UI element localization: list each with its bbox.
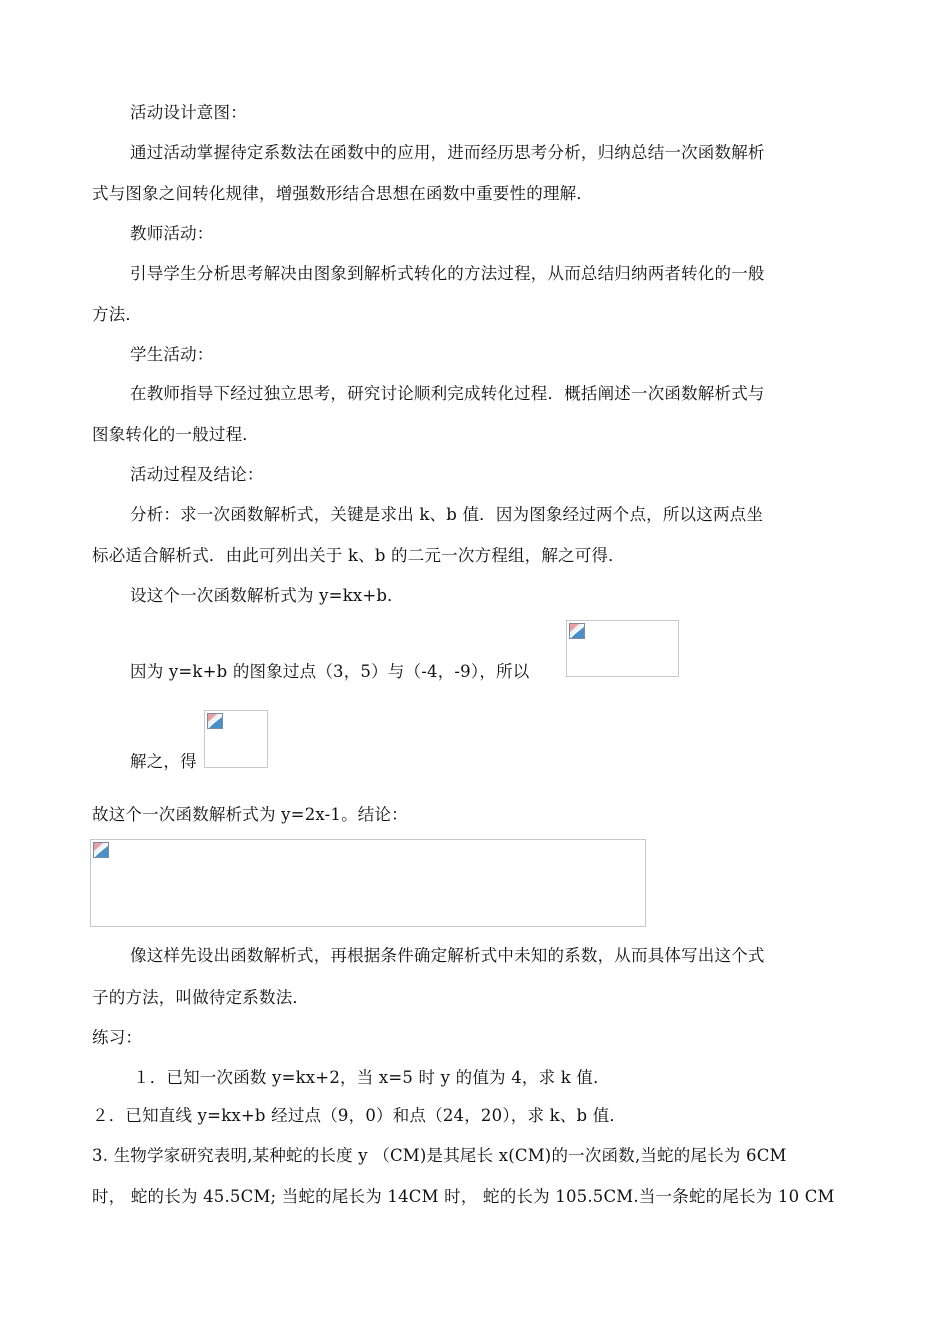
equation-system-image	[566, 620, 679, 677]
heading-design-intent: 活动设计意图：	[130, 103, 247, 122]
broken-image-icon	[207, 713, 223, 729]
paragraph-line: 方法．	[92, 305, 143, 324]
exercise-item-3-cont: 时， 蛇的长为 45.5CM; 当蛇的尾长为 14CM 时， 蛇的长为 105.5CM.当一条蛇的尾长为 10 CM	[92, 1187, 835, 1206]
paragraph-line: 像这样先设出函数解析式，再根据条件确定解析式中未知的系数，从而具体写出这个式	[130, 946, 765, 965]
exercise-item-1: １．已知一次函数 y=kx+2，当 x=5 时 y 的值为 4，求 k 值．	[133, 1068, 610, 1087]
heading-exercises: 练习：	[92, 1028, 143, 1047]
paragraph-line: 引导学生分析思考解决由图象到解析式转化的方法过程，从而总结归纳两者转化的一般	[130, 264, 765, 283]
conclusion-image	[90, 839, 646, 927]
heading-student-activity: 学生活动：	[130, 345, 214, 364]
exercise-item-2: ２．已知直线 y=kx+b 经过点（9，0）和点（24，20），求 k、b 值．	[92, 1106, 627, 1125]
broken-image-icon	[93, 842, 109, 858]
paragraph-line: 在教师指导下经过独立思考，研究讨论顺利完成转化过程．概括阐述一次函数解析式与	[130, 384, 765, 403]
paragraph-line: 标必适合解析式．由此可列出关于 k、b 的二元一次方程组，解之可得．	[92, 546, 625, 565]
paragraph-line: 子的方法，叫做待定系数法．	[92, 988, 310, 1007]
paragraph-line: 式与图象之间转化规律，增强数形结合思想在函数中重要性的理解．	[92, 184, 593, 203]
paragraph-line: 通过活动掌握待定系数法在函数中的应用，进而经历思考分析，归纳总结一次函数解析	[130, 143, 765, 162]
heading-process-conclusion: 活动过程及结论：	[130, 465, 264, 484]
paragraph-line: 解之，得	[130, 752, 197, 771]
solution-image	[204, 710, 268, 768]
paragraph-line: 因为 y=k+b 的图象过点（3，5）与（-4，-9），所以	[130, 662, 530, 681]
heading-teacher-activity: 教师活动：	[130, 224, 214, 243]
paragraph-line: 故这个一次函数解析式为 y=2x-1。结论：	[92, 805, 408, 824]
broken-image-icon	[569, 623, 585, 639]
paragraph-line: 图象转化的一般过程．	[92, 425, 259, 444]
paragraph-line: 设这个一次函数解析式为 y=kx+b．	[130, 586, 404, 605]
paragraph-line: 分析：求一次函数解析式，关键是求出 k、b 值．因为图象经过两个点，所以这两点坐	[130, 505, 764, 524]
exercise-item-3: 3. 生物学家研究表明,某种蛇的长度 y （CM)是其尾长 x(CM)的一次函数,当蛇的尾长为 6CM	[92, 1146, 787, 1165]
